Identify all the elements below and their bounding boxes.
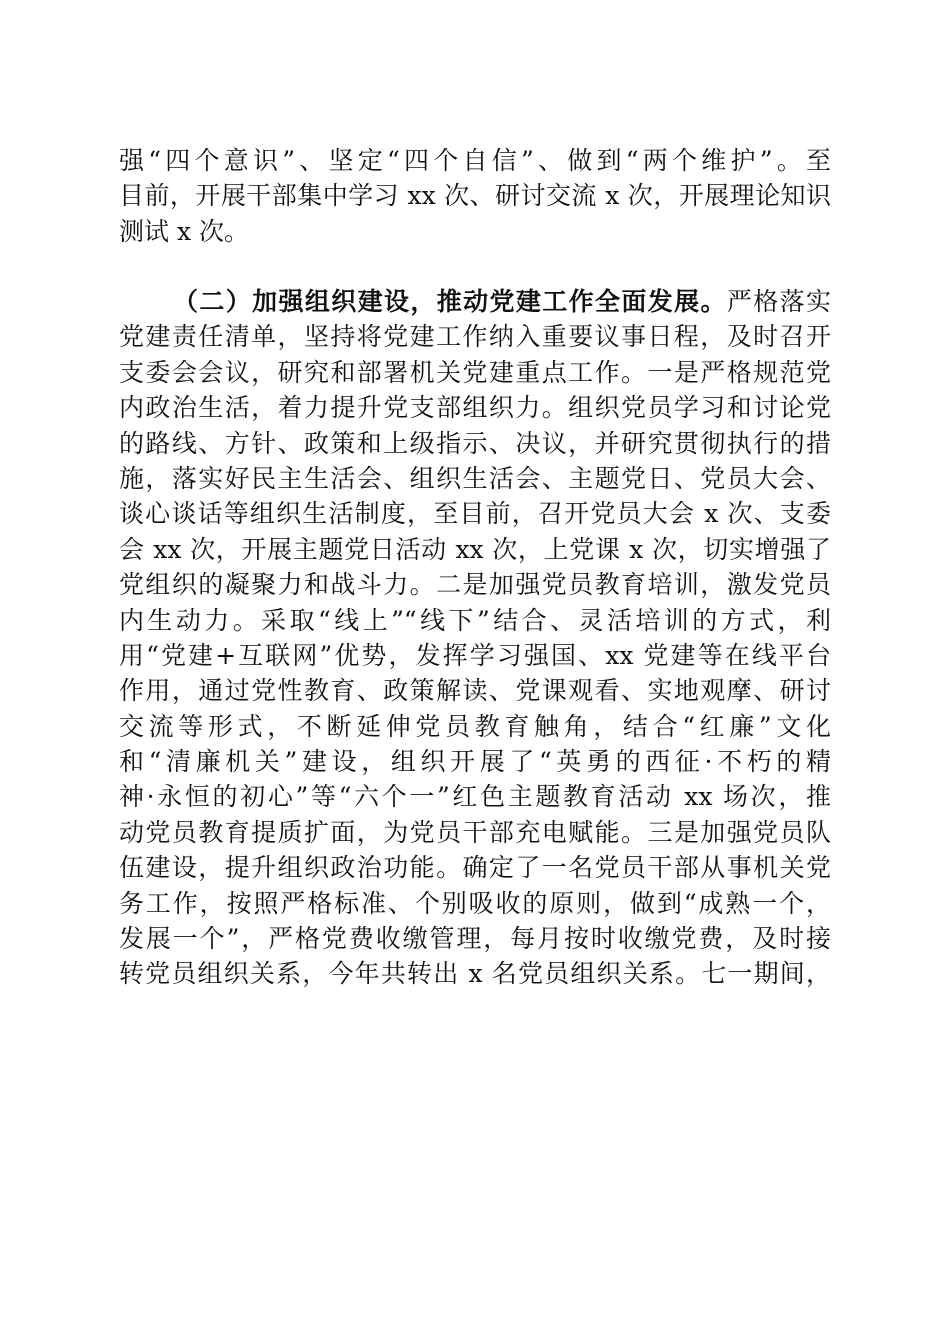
paragraph-2-line: 党组织的凝聚力和战斗力。二是加强党员教育培训，激发党员 bbox=[119, 570, 831, 600]
paragraph-2-line: 神·永恒的初心”等“六个一”红色主题教育活动 xx 场次，推 bbox=[119, 782, 831, 812]
paragraph-2-line: 转党员组织关系，今年共转出 x 名党员组织关系。七一期间， bbox=[119, 959, 831, 989]
paragraph-2-line: 会 xx 次，开展主题党日活动 xx 次，上党课 x 次，切实增强了 bbox=[119, 534, 831, 564]
paragraph-2-line: 作用，通过党性教育、政策解读、党课观看、实地观摩、研讨 bbox=[119, 676, 831, 706]
paragraph-2-first-line-rest: 严格落实 bbox=[726, 287, 831, 316]
paragraph-2-line: 支委会会议，研究和部署机关党建重点工作。一是严格规范党 bbox=[119, 357, 831, 387]
paragraph-2-line: 用“党建+互联网”优势，发挥学习强国、xx 党建等在线平台 bbox=[119, 640, 831, 670]
paragraph-1-line-3: 测试 x 次。 bbox=[119, 216, 249, 246]
section-heading: （二）加强组织建设，推动党建工作全面发展。 bbox=[173, 287, 727, 316]
paragraph-2-line: 伍建设，提升组织政治功能。确定了一名党员干部从事机关党 bbox=[119, 853, 831, 883]
paragraph-2-line: 内生动力。采取“线上”“线下”结合、灵活培训的方式，利 bbox=[119, 605, 831, 635]
paragraph-2-line: 交流等形式，不断延伸党员教育触角，结合“红廉”文化 bbox=[119, 711, 831, 741]
paragraph-2-line: 的路线、方针、政策和上级指示、决议，并研究贯彻执行的措 bbox=[119, 428, 831, 458]
paragraph-2-line: 谈心谈话等组织生活制度，至目前，召开党员大会 x 次、支委 bbox=[119, 499, 831, 529]
paragraph-1 bbox=[119, 143, 831, 249]
paragraph-2-line: 动党员教育提质扩面，为党员干部充电赋能。三是加强党员队 bbox=[119, 817, 831, 847]
paragraph-2-line: 党建责任清单，坚持将党建工作纳入重要议事日程，及时召开 bbox=[119, 322, 831, 352]
paragraph-2-first-line bbox=[119, 284, 831, 319]
paragraph-2-line: 施，落实好民主生活会、组织生活会、主题党日、党员大会、 bbox=[119, 463, 831, 493]
paragraph-2-line: 内政治生活，着力提升党支部组织力。组织党员学习和讨论党 bbox=[119, 393, 831, 423]
paragraph-2-line: 和“清廉机关”建设，组织开展了“英勇的西征·不朽的精 bbox=[119, 747, 831, 777]
paragraph-1-line-1: 强“四个意识”、坚定“四个自信”、做到“两个维护”。至 bbox=[119, 146, 831, 175]
paragraph-2 bbox=[119, 284, 831, 992]
paragraph-2-line: 务工作，按照严格标准、个别吸收的原则，做到“成熟一个， bbox=[119, 888, 831, 918]
paragraph-2-line: 发展一个”，严格党费收缴管理，每月按时收缴党费，及时接 bbox=[119, 924, 831, 954]
paragraph-1-line-2: 目前，开展干部集中学习 xx 次、研讨交流 x 次，开展理论知识 bbox=[119, 181, 831, 211]
